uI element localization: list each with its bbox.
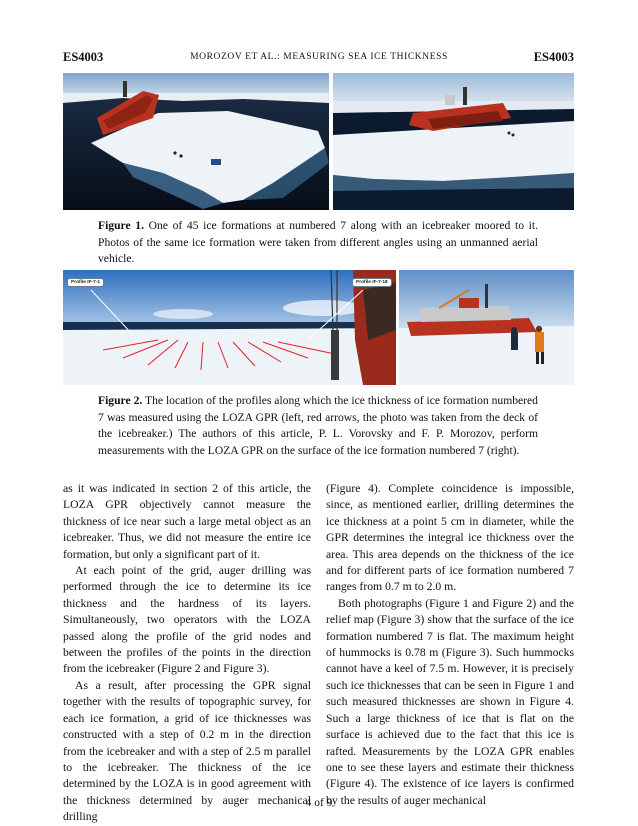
header-right-code: ES4003 bbox=[533, 50, 574, 64]
body-column-right bbox=[326, 481, 574, 809]
figure1-photo-left bbox=[63, 73, 329, 210]
figure2-caption-text: The location of the profiles along which the ice thickness of ice formation numbered 7 was measured using the LOZA GPR (left, red arrows, the photo was taken from the deck of the icebreaker.) The authors of this article, P. L. Vorovsky and F. P. Morozov, perform measurements with the LOZA GPR on the surface of the ice formation numbered 7 (right). bbox=[98, 394, 538, 457]
header-left-code: ES4003 bbox=[63, 50, 104, 64]
figure1-label: Figure 1. bbox=[98, 219, 144, 232]
figure2-caption bbox=[98, 393, 538, 459]
figure2-photo-right bbox=[399, 270, 574, 385]
figure1-photo-right bbox=[333, 73, 574, 210]
left-paragraph-2: At each point of the grid, auger drilling was performed through the ice to determine its ice thickness and the hardness of its layers. Simultaneously, two operators with the LOZA passed along the profile of the grid nodes and between the profiles of the points in the direction from the icebreaker (Figure 2 and Figure 3). bbox=[63, 564, 311, 676]
figure1-caption bbox=[98, 218, 538, 268]
figure1-caption-text: One of 45 ice formations at numbered 7 along with an icebreaker moored to it. Photos of the same ice formation were taken from different angles using an unmanned aerial vehicle. bbox=[98, 219, 538, 265]
page-number: 4 of 9 bbox=[305, 797, 333, 809]
right-paragraph-2: Both photographs (Figure 1 and Figure 2) and the relief map (Figure 3) show that the surface of the ice formation numbered 7 is flat. The maximum height of hummocks is 0.78 m (Figure 3). Such hummocks cannot have a keel of 7.5 m. However, it is precisely such ice thicknesses that can be seen in Figure 1 and such measured thicknesses are shown in Figure 4. Such a large thickness of ice that is flat on the surface is achieved due to the fact that this ice is rafted. Measurements by the LOZA GPR enables one to see these layers and estimate their thickness (Figure 4). The existence of ice layers is confirmed by the results of auger mechanical bbox=[326, 596, 574, 807]
running-title: MOROZOV ET AL.: MEASURING SEA ICE THICKNESS bbox=[190, 52, 448, 62]
left-paragraph-3: As a result, after processing the GPR signal together with the results of topographic survey, for each ice formation, a grid of ice thicknesses was constructed with a step of 0.2 m in the direction from the icebreaker and with a step of 2.5 m parallel to the icebreaker. The thickness of the ice determined by the LOZA is in good agreement with the thickness determined by auger mechanical drilling bbox=[63, 678, 311, 824]
profile-label-right: Profile IF-7-18 bbox=[352, 278, 392, 287]
figure2-photo-left bbox=[63, 270, 396, 385]
left-paragraph-1: as it was indicated in section 2 of this article, the LOZA GPR objectively cannot measure the thickness of ice near such a large metal object as an icebreaker. Thus, we did not measure the entire ice formation, but only a significant part of it. bbox=[63, 482, 311, 561]
body-column-left bbox=[63, 481, 311, 826]
profile-label-left: Profile IF-7-1 bbox=[67, 278, 104, 287]
figure2-label: Figure 2. bbox=[98, 394, 143, 407]
right-paragraph-1: (Figure 4). Complete coincidence is impossible, since, as mentioned earlier, drilling determines the ice thickness at a point 5 cm in diameter, while the GPR determines the integral ice thickness over the area. This area depends on the thickness of the ice and for different parts of ice formation numbered 7 ranges from 0.7 m to 2.0 m. bbox=[326, 482, 574, 594]
